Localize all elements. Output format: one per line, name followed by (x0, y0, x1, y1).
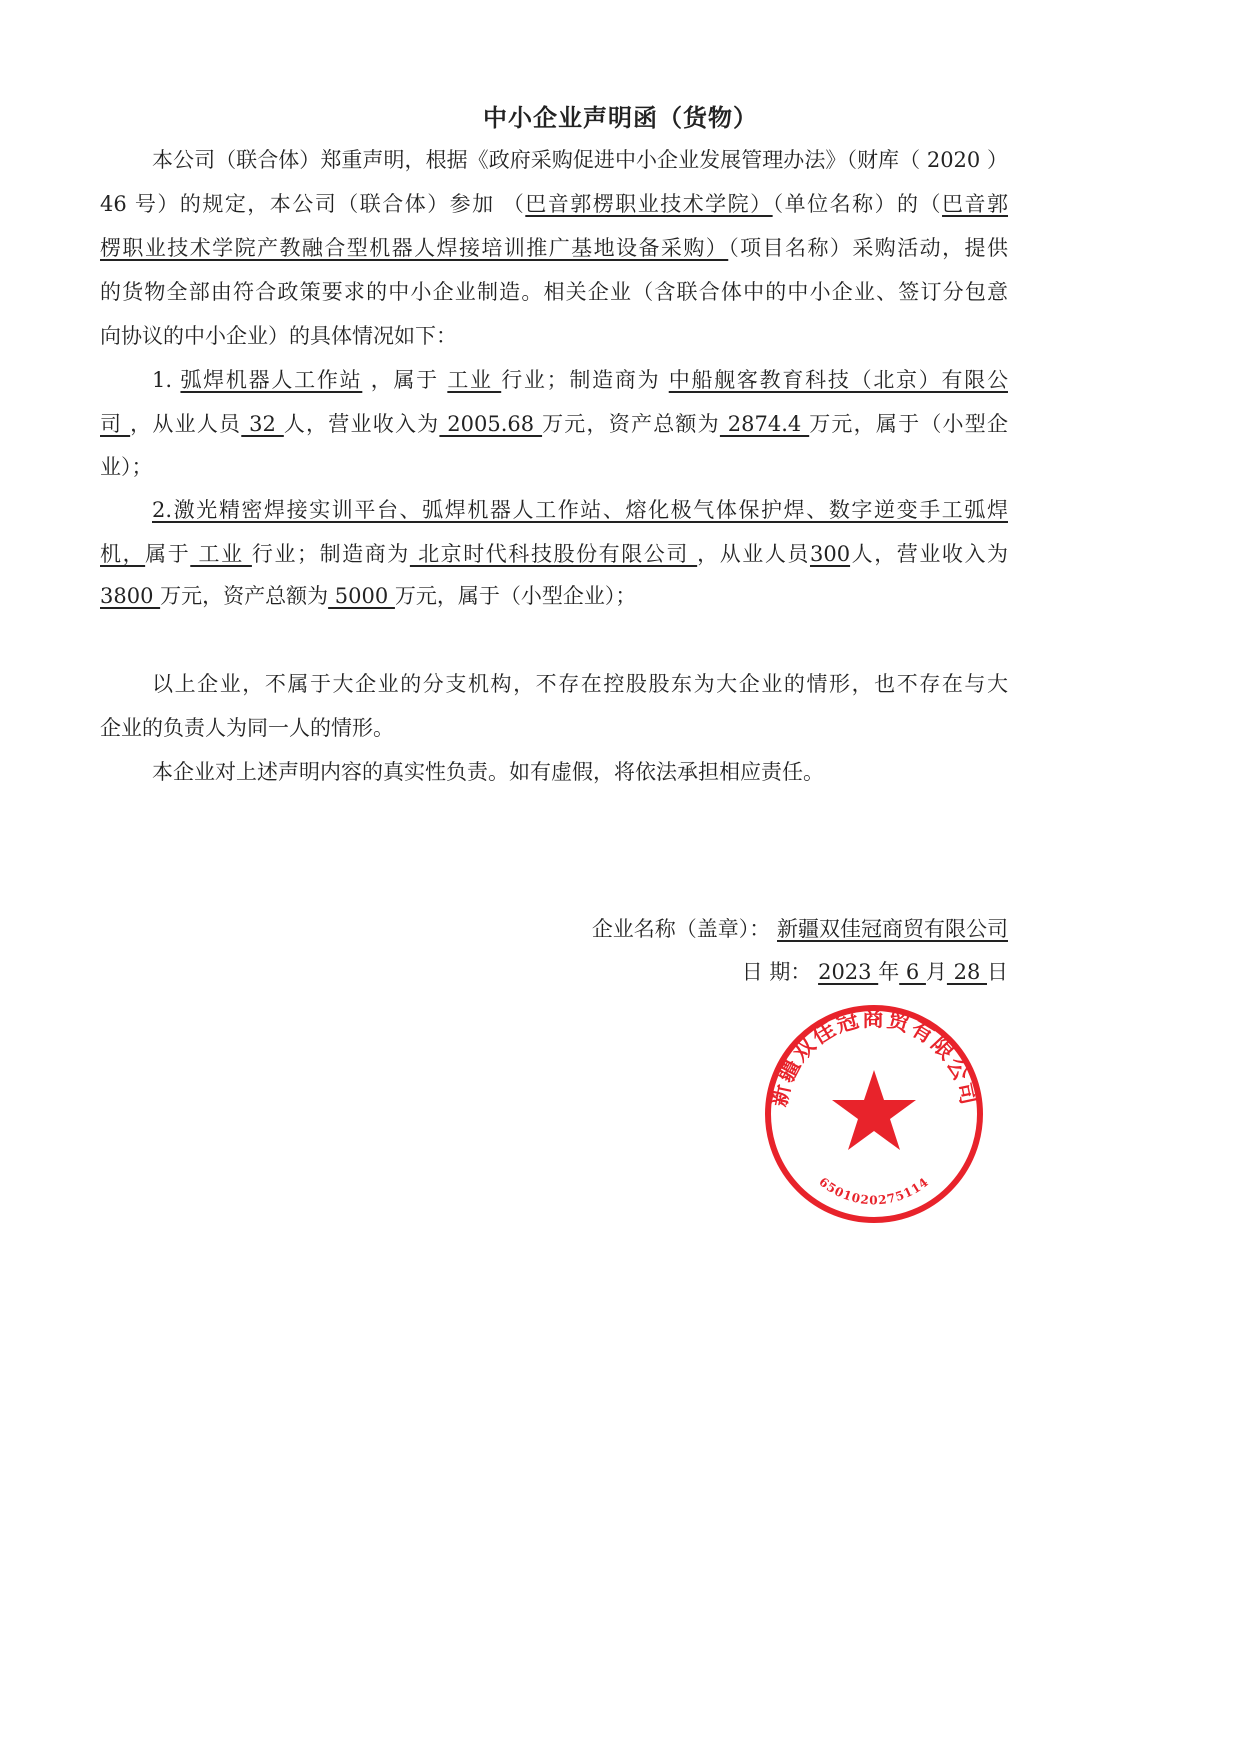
filled-blank: 巴音郭 (942, 192, 1009, 216)
filled-blank: 2.激光精密焊接实训平台、弧焊机器人工作站、熔化极气体保护焊、数字逆变手工弧焊 (152, 498, 1008, 522)
filled-blank: 机， (100, 542, 146, 566)
text-segment: 人，营业收入为 (283, 412, 440, 436)
date-day: 28 (946, 960, 987, 984)
filled-blank: 2005.68 (439, 412, 543, 436)
text-segment: 行业；制造商为 (501, 368, 669, 392)
month-unit: 月 (925, 960, 947, 984)
seal-name-text: 新疆双佳冠商贸有限公司 (765, 1005, 983, 1109)
text-segment: 万元，属于（小型企 (809, 412, 1009, 436)
text-segment: 本公司（联合体）郑重声明，根据《政府采购促进中小企业发展管理办法》（财库（ 2020 ） (152, 148, 1008, 172)
text-segment: 向协议的中小企业）的具体情况如下： (100, 324, 457, 348)
date-line (742, 957, 1008, 987)
text-segment: 本企业对上述声明内容的真实性负责。如有虚假，将依法承担相应责任。 (152, 760, 824, 784)
date-month: 6 (899, 960, 926, 984)
company-signature-line (592, 914, 1008, 944)
filled-blank: 弧焊机器人工作站 (180, 368, 363, 392)
text-line (152, 365, 1008, 395)
text-line (100, 277, 1008, 307)
year-unit: 年 (878, 960, 900, 984)
text-segment: 人，营业收入为 (850, 542, 1009, 566)
text-segment: 的货物全部由符合政策要求的中小企业制造。相关企业（含联合体中的中小企业、签订分包意 (100, 280, 1008, 304)
text-segment: （单位名称）的（ (772, 192, 943, 216)
document-title: 中小企业声明函（货物） (483, 103, 758, 132)
text-segment: ，属于 (362, 368, 448, 392)
text-line (100, 409, 1008, 439)
filled-blank: 5000 (328, 584, 395, 608)
filled-blank: 300 (809, 542, 851, 566)
text-segment: 万元，资产总额为 (542, 412, 720, 436)
filled-blank: 工业 (447, 368, 502, 392)
text-line (100, 233, 1008, 263)
text-segment: 万元，属于（小型企业）； (394, 584, 637, 608)
text-segment: 行业；制造商为 (251, 542, 410, 566)
text-line (152, 495, 1008, 525)
text-line (100, 189, 1008, 219)
text-segment: （项目名称）采购活动，提供 (728, 236, 1008, 260)
seal-code-text: 6501020275114 (816, 1174, 932, 1208)
filled-blank: 中船舰客教育科技（北京）有限公 (668, 368, 1008, 392)
text-segment: 属于 (145, 542, 191, 566)
text-line (152, 145, 1008, 175)
text-line (152, 757, 1008, 787)
text-segment: 万元，资产总额为 (160, 584, 329, 608)
text-segment: ，从业人员 (130, 412, 242, 436)
text-line (100, 713, 1008, 743)
text-line (100, 581, 1008, 611)
filled-blank: 2874.4 (719, 412, 810, 436)
text-segment: 业）； (100, 455, 153, 479)
text-line (152, 669, 1008, 699)
filled-blank: 巴音郭楞职业技术学院） (525, 192, 773, 216)
text-segment: 以上企业，不属于大企业的分支机构，不存在控股股东为大企业的情形，也不存在与大 (152, 672, 1008, 696)
filled-blank: 3800 (100, 584, 161, 608)
text-segment: 企业的负责人为同一人的情形。 (100, 716, 394, 740)
text-segment: 46 号）的规定，本公司（联合体）参加 （ (100, 192, 526, 216)
filled-blank: 楞职业技术学院产教融合型机器人焊接培训推广基地设备采购） (100, 236, 729, 260)
company-name: 新疆双佳冠商贸有限公司 (777, 917, 1008, 941)
filled-blank: 工业 (190, 542, 252, 566)
company-seal-stamp (760, 1000, 988, 1228)
text-line (100, 321, 1008, 351)
filled-blank: 32 (241, 412, 284, 436)
filled-blank: 司 (100, 412, 131, 436)
text-line (100, 539, 1008, 569)
text-segment: 1. (152, 368, 181, 392)
day-unit: 日 (987, 960, 1008, 984)
text-line (100, 452, 1008, 482)
text-segment: ，从业人员 (697, 542, 810, 566)
filled-blank: 北京时代科技股份有限公司 (409, 542, 698, 566)
seal-star-icon (832, 1070, 916, 1150)
date-label: 日 期： (741, 960, 812, 984)
svg-text:6501020275114 (816, 1175, 931, 1208)
date-year: 2023 (818, 960, 879, 984)
company-label: 企业名称（盖章）： (591, 917, 771, 941)
